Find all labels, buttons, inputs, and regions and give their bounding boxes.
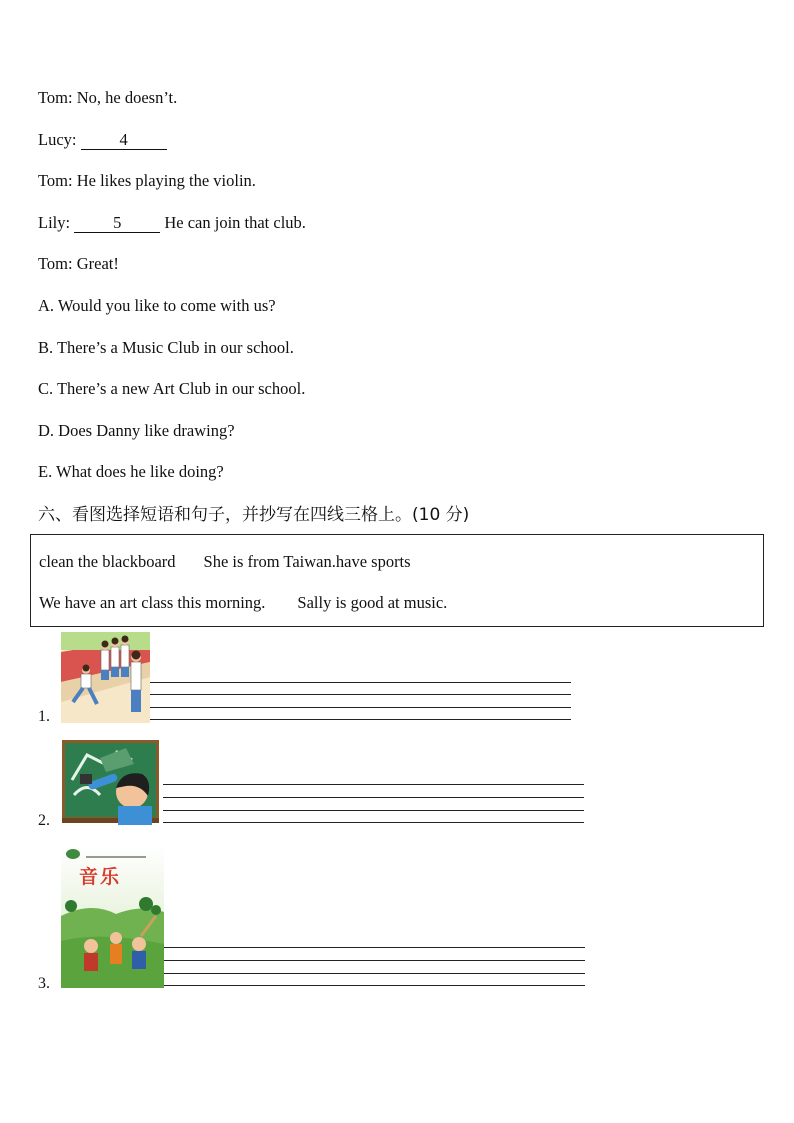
word-bank-row-2 bbox=[39, 593, 447, 613]
question-number-3: 3. bbox=[38, 975, 50, 992]
word-bank-phrase: She is from Taiwan.have sports bbox=[203, 552, 411, 571]
book-title bbox=[79, 864, 139, 890]
word-bank-phrase: We have an art class this morning. bbox=[39, 593, 266, 612]
question-number-2: 2. bbox=[38, 812, 50, 829]
option-d: D. Does Danny like drawing? bbox=[38, 421, 235, 440]
option-a: A. Would you like to come with us? bbox=[38, 296, 276, 315]
dialogue-line-lily bbox=[38, 213, 306, 233]
dialogue-line-tom-2: Tom: He likes playing the violin. bbox=[38, 171, 256, 190]
lily-sentence: He can join that club. bbox=[160, 213, 306, 232]
dialogue-line-tom-1: Tom: No, he doesn’t. bbox=[38, 88, 178, 107]
dialogue-line-lucy bbox=[38, 130, 167, 150]
writing-lines-3[interactable] bbox=[164, 947, 585, 986]
option-e: E. What does he like doing? bbox=[38, 462, 224, 481]
section-six-heading: 六、看图选择短语和句子，并抄写在四线三格上。(10 分) bbox=[38, 505, 470, 525]
boy-cleaning-blackboard-picture bbox=[62, 740, 159, 825]
word-bank-box bbox=[30, 534, 764, 627]
children-doing-sports-picture bbox=[61, 632, 150, 723]
question-number-1: 1. bbox=[38, 708, 50, 725]
option-b: B. There’s a Music Club in our school. bbox=[38, 338, 294, 357]
option-c: C. There’s a new Art Club in our school. bbox=[38, 379, 306, 398]
word-bank-phrase: clean the blackboard bbox=[39, 552, 176, 571]
answer-blank-4[interactable]: 4 bbox=[81, 131, 167, 150]
speaker-lucy: Lucy: bbox=[38, 130, 81, 149]
speaker-lily: Lily: bbox=[38, 213, 75, 232]
writing-lines-2[interactable] bbox=[163, 784, 584, 823]
book-title-text: 音乐 bbox=[79, 866, 122, 888]
dialogue-line-tom-3: Tom: Great! bbox=[38, 254, 119, 273]
word-bank-row-1 bbox=[39, 552, 411, 572]
word-bank-phrase: Sally is good at music. bbox=[297, 593, 448, 612]
writing-lines-1[interactable] bbox=[150, 682, 571, 720]
answer-blank-5[interactable]: 5 bbox=[74, 214, 160, 233]
